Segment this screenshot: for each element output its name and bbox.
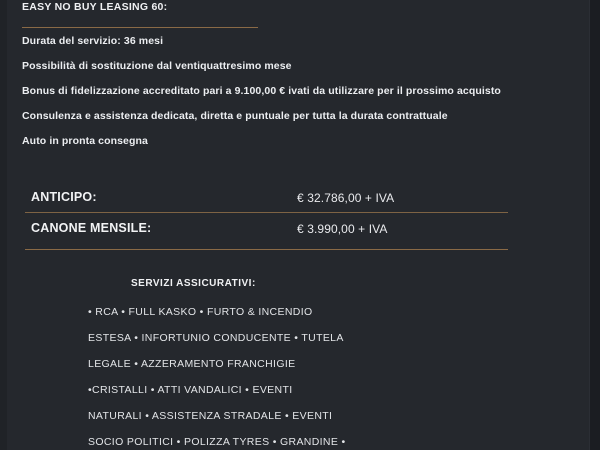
right-edge-gutter — [589, 0, 600, 450]
price-label: ANTICIPO: — [31, 190, 97, 204]
list-item: Bonus di fidelizzazione accreditato pari a 9.100,00 € ivati da utilizzare per il prossimo acquisto — [22, 85, 501, 97]
price-value: € 32.786,00 + IVA — [297, 191, 395, 205]
list-item: Durata del servizio: 36 mesi — [22, 35, 164, 47]
list-item: LEGALE • AZZERAMENTO FRANCHIGIE — [88, 358, 296, 370]
page-title: EASY NO BUY LEASING 60: — [22, 1, 168, 13]
title-divider — [22, 27, 258, 28]
insurance-section-title: SERVIZI ASSICURATIVI: — [131, 278, 256, 289]
price-divider-lower — [25, 249, 508, 250]
price-row-anticipo — [0, 190, 600, 208]
list-item: ESTESA • INFORTUNIO CONDUCENTE • TUTELA — [88, 332, 344, 344]
insurance-services-block — [0, 278, 600, 448]
list-item: Possibilità di sostituzione dal ventiquattresimo mese — [22, 60, 292, 72]
list-item: NATURALI • ASSISTENZA STRADALE • EVENTI — [88, 410, 333, 422]
price-divider-upper — [25, 212, 508, 213]
feature-list — [22, 35, 582, 147]
price-row-canone — [0, 221, 600, 239]
list-item: SOCIO POLITICI • POLIZZA TYRES • GRANDINE • — [88, 436, 346, 448]
price-label: CANONE MENSILE: — [31, 221, 152, 235]
list-item: Consulenza e assistenza dedicata, diretta e puntuale per tutta la durata contrattuale — [22, 110, 448, 122]
price-value: € 3.990,00 + IVA — [297, 222, 388, 236]
list-item: •CRISTALLI • ATTI VANDALICI • EVENTI — [88, 384, 293, 396]
list-item: Auto in pronta consegna — [22, 135, 148, 147]
list-item: • RCA • FULL KASKO • FURTO & INCENDIO — [88, 306, 313, 318]
